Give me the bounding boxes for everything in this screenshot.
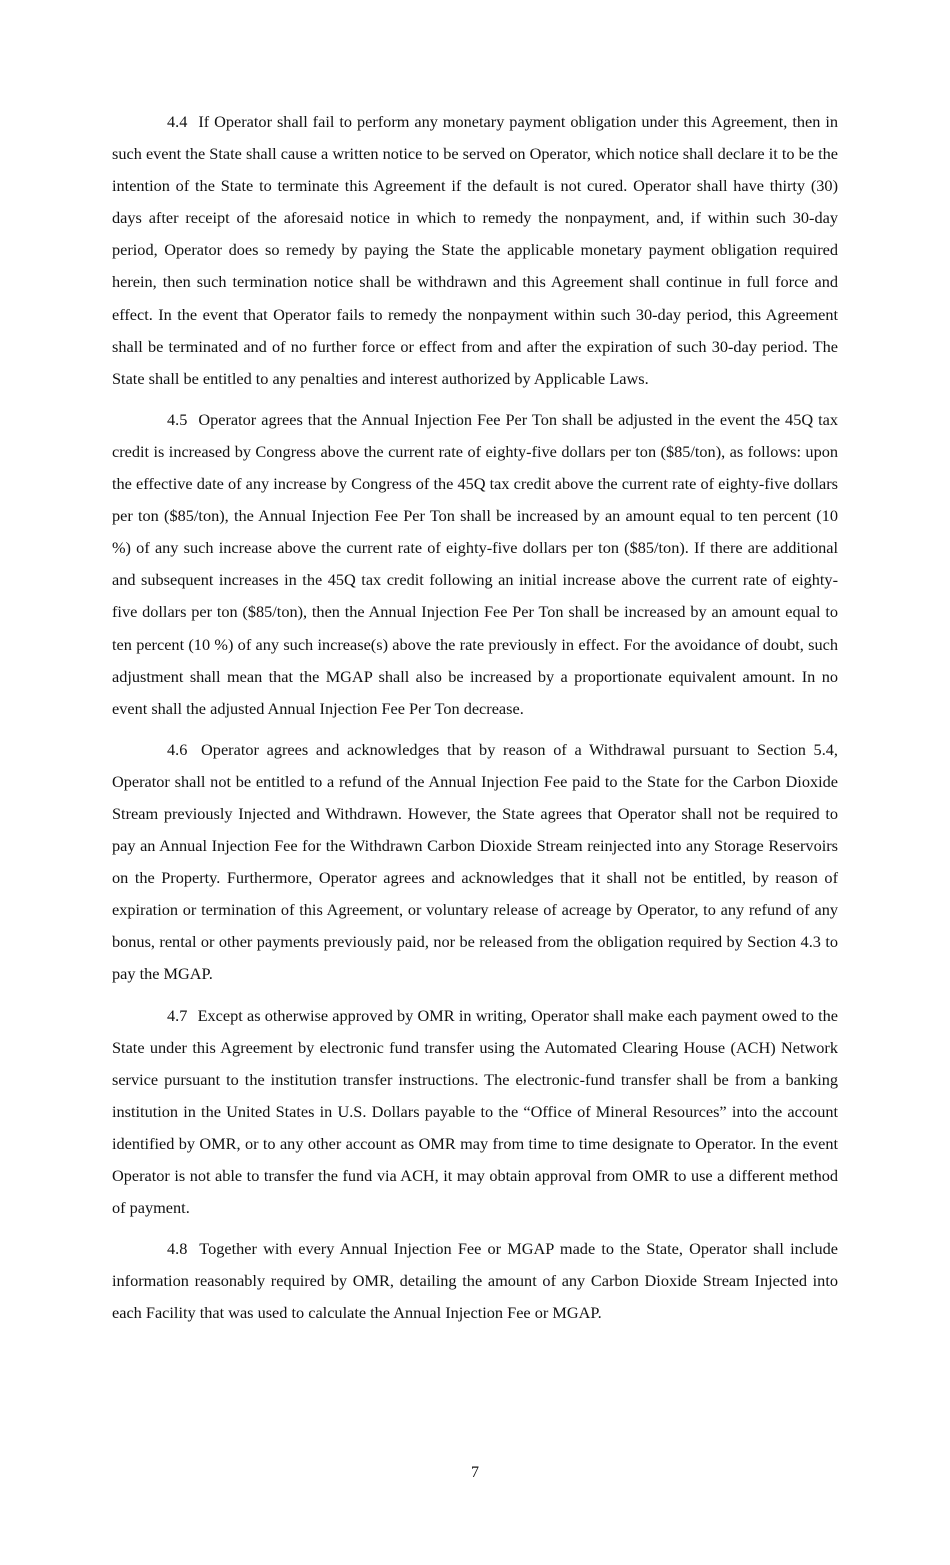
- paragraph-text: Operator agrees and acknowledges that by reason of a Withdrawal pursuant to Section 5.4, Operator shall not be entitled to a refund of the Annual Injection Fee paid to the State for the Carbon Dioxide Stream previously Injected and Withdrawn. However, the State agrees that Operator shall not be required to pay an Annual Injection Fee for the Withdrawn Carbon Dioxide Stream reinjected into any Storage Reservoirs on the Property. Furthermore, Operator agrees and acknowledges that it shall not be entitled, by reason of expiration or termination of this Agreement, or voluntary release of acreage by Operator, to any refund of any bonus, rental or other payments previously paid, nor be released from the obligation required by Section 4.3 to pay the MGAP.: [112, 739, 838, 984]
- paragraph-text: If Operator shall fail to perform any monetary payment obligation under this Agreement, then in such event the State shall cause a written notice to be served on Operator, which notice shall declare it to be the intention of the State to terminate this Agreement if the default is not cured. Operator shall have thirty (30) days after receipt of the aforesaid notice in which to remedy the nonpayment, and, if within such 30-day period, Operator does so remedy by paying the State the applicable monetary payment obligation required herein, then such termination notice shall be withdrawn and this Agreement shall continue in full force and effect. In the event that Operator fails to remedy the nonpayment within such 30-day period, this Agreement shall be terminated and of no further force or effect from and after the expiration of such 30-day period. The State shall be entitled to any penalties and interest authorized by Applicable Laws.: [112, 112, 838, 388]
- section-number: 4.7: [167, 1005, 188, 1025]
- page-number: 7: [471, 1464, 479, 1481]
- paragraph-4-5: [112, 404, 838, 725]
- paragraph-4-8: [112, 1233, 838, 1329]
- section-number: 4.8: [167, 1239, 188, 1259]
- paragraph-4-4: [112, 106, 838, 395]
- paragraph-text: Operator agrees that the Annual Injection Fee Per Ton shall be adjusted in the event the 45Q tax credit is increased by Congress above the current rate of eighty-five dollars per ton ($85/ton), as follows: upon the effective date of any increase by Congress of the 45Q tax credit above the current rate of eighty-five dollars per ton ($85/ton), the Annual Injection Fee Per Ton shall be increased by an amount equal to ten percent (10 %) of any such increase above the current rate of eighty-five dollars per ton ($85/ton). If there are additional and subsequent increases in the 45Q tax credit following an initial increase above the current rate of eighty-five dollars per ton ($85/ton), then the Annual Injection Fee Per Ton shall be increased by an amount equal to ten percent (10 %) of any such increase(s) above the rate previously in effect. For the avoidance of doubt, such adjustment shall mean that the MGAP shall also be increased by a proportionate equivalent amount. In no event shall the adjusted Annual Injection Fee Per Ton decrease.: [112, 409, 838, 718]
- paragraph-text: Except as otherwise approved by OMR in writing, Operator shall make each payment owed to the State under this Agreement by electronic fund transfer using the Automated Clearing House (ACH) Network service pursuant to the institution transfer instructions. The electronic-fund transfer shall be from a banking institution in the United States in U.S. Dollars payable to the “Office of Mineral Resources” into the account identified by OMR, or to any other account as OMR may from time to time designate to Operator. In the event Operator is not able to transfer the fund via ACH, it may obtain approval from OMR to use a different method of payment.: [112, 1005, 839, 1218]
- paragraph-4-6: [112, 734, 838, 991]
- paragraph-text: Together with every Annual Injection Fee or MGAP made to the State, Operator shall include information reasonably required by OMR, detailing the amount of any Carbon Dioxide Stream Injected into each Facility that was used to calculate the Annual Injection Fee or MGAP.: [112, 1239, 839, 1323]
- paragraph-4-7: [112, 1000, 838, 1225]
- document-body: [112, 106, 838, 1338]
- section-number: 4.4: [167, 112, 188, 131]
- section-number: 4.5: [167, 409, 188, 429]
- section-number: 4.6: [167, 739, 188, 759]
